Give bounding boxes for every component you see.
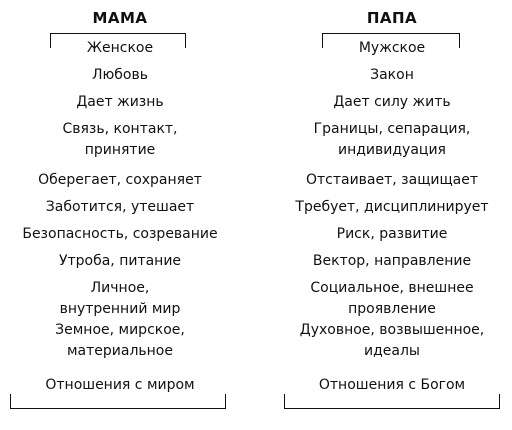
papa-item bbox=[272, 170, 512, 191]
mama-item bbox=[0, 278, 240, 320]
papa-item bbox=[272, 65, 512, 86]
mama-item-line: Женское bbox=[86, 40, 154, 56]
mama-item-line: Дает жизнь bbox=[76, 94, 164, 110]
papa-item-line: проявление bbox=[348, 301, 436, 317]
mama-item bbox=[0, 119, 240, 161]
mama-title: МАМА bbox=[92, 9, 148, 27]
mama-item-line: Личное, bbox=[90, 280, 150, 296]
papa-bottom-bracket bbox=[284, 394, 500, 409]
papa-item bbox=[272, 92, 512, 113]
papa-item bbox=[272, 251, 512, 272]
papa-item bbox=[272, 119, 512, 161]
papa-item-line: Закон bbox=[370, 67, 414, 83]
mama-item bbox=[0, 170, 240, 191]
papa-item-line: Отстаивает, защищает bbox=[305, 172, 479, 188]
mama-item-line: Утроба, питание bbox=[58, 253, 182, 269]
mama-bottom-bracket bbox=[10, 394, 226, 409]
papa-item bbox=[272, 320, 512, 362]
papa-item bbox=[272, 278, 512, 320]
mama-column bbox=[0, 0, 240, 430]
papa-item-line: Требует, дисциплинирует bbox=[295, 199, 489, 215]
mama-item-line: материальное bbox=[66, 343, 173, 359]
papa-item-line: Границы, сепарация, bbox=[313, 121, 471, 137]
papa-item-line: идеалы bbox=[364, 343, 420, 359]
papa-item-line: Вектор, направление bbox=[312, 253, 472, 269]
mama-item bbox=[0, 65, 240, 86]
mama-item-line: Земное, мирское, bbox=[55, 322, 185, 338]
mama-item bbox=[0, 197, 240, 218]
papa-column bbox=[272, 0, 512, 430]
papa-item bbox=[272, 224, 512, 245]
mama-item bbox=[0, 320, 240, 362]
papa-item-line: Риск, развитие bbox=[336, 226, 448, 242]
mama-item-line: Заботится, утешает bbox=[45, 199, 195, 215]
mama-item bbox=[0, 375, 240, 396]
mama-item bbox=[0, 251, 240, 272]
papa-item bbox=[272, 38, 512, 59]
papa-item-line: Дает силу жить bbox=[333, 94, 451, 110]
papa-item-line: Социальное, внешнее bbox=[310, 280, 474, 296]
papa-title: ПАПА bbox=[366, 9, 418, 27]
papa-item bbox=[272, 197, 512, 218]
mama-item-line: Отношения с миром bbox=[45, 377, 195, 393]
mama-item-line: внутренний мир bbox=[59, 301, 181, 317]
papa-item-line: Отношения с Богом bbox=[318, 377, 466, 393]
mama-item-line: принятие bbox=[84, 142, 156, 158]
mama-item bbox=[0, 224, 240, 245]
papa-item-line: Мужское bbox=[358, 40, 426, 56]
mama-item bbox=[0, 92, 240, 113]
papa-item-line: индивидуация bbox=[338, 142, 446, 158]
papa-item-line: Духовное, возвышенное, bbox=[299, 322, 485, 338]
mama-item-line: Безопасность, созревание bbox=[22, 226, 218, 242]
papa-item bbox=[272, 375, 512, 396]
mama-item bbox=[0, 38, 240, 59]
mama-item-line: Связь, контакт, bbox=[62, 121, 178, 137]
mama-item-line: Оберегает, сохраняет bbox=[38, 172, 202, 188]
mama-item-line: Любовь bbox=[91, 67, 148, 83]
